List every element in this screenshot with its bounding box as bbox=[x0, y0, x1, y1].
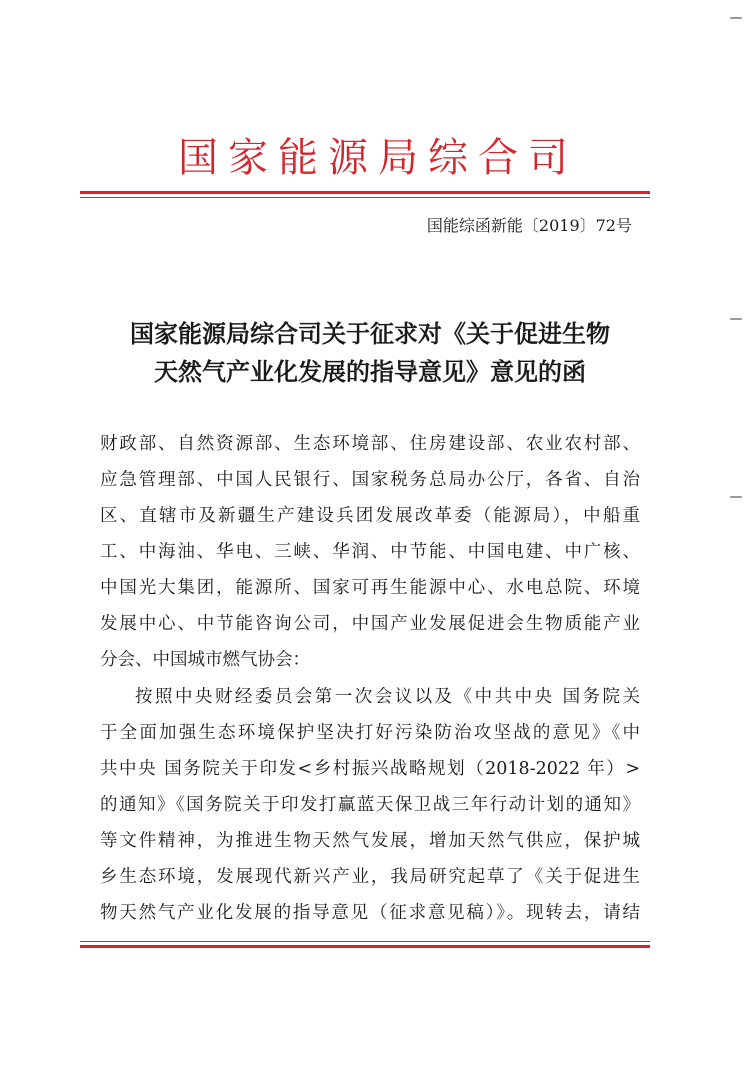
addressee-line: 应急管理部、中国人民银行、国家税务总局办公厅，各省、自治 bbox=[100, 470, 640, 490]
addressee-line: 分会、中国城市燃气协会： bbox=[100, 650, 310, 670]
paragraph-line: 共中央 国务院关于印发<乡村振兴战略规划（2018-2022 年）> bbox=[100, 759, 640, 779]
paragraph-line: 按照中央财经委员会第一次会议以及《中共中央 国务院关 bbox=[135, 687, 640, 707]
addressee-list bbox=[100, 426, 640, 678]
letterhead-rule-thin bbox=[80, 197, 650, 198]
letterhead-rule-thick bbox=[80, 191, 650, 194]
paragraph-line: 的通知》《国务院关于印发打赢蓝天保卫战三年行动计划的通知》 bbox=[100, 795, 640, 815]
paragraph-line: 物天然气产业化发展的指导意见（征求意见稿）》。现转去，请结 bbox=[100, 903, 640, 923]
paragraph-line: 于全面加强生态环境保护坚决打好污染防治攻坚战的意见》《中 bbox=[100, 723, 640, 743]
paragraph-line: 乡生态环境，发展现代新兴产业，我局研究起草了《关于促进生 bbox=[100, 867, 640, 887]
document-title-line-1: 国家能源局综合司关于征求对《关于促进生物 bbox=[130, 319, 610, 348]
footer-rule-thin bbox=[80, 941, 650, 942]
addressee-line: 发展中心、中节能咨询公司，中国产业发展促进会生物质能产业 bbox=[100, 614, 640, 634]
document-number: 国能综函新能〔2019〕72号 bbox=[426, 216, 632, 235]
document-title bbox=[90, 315, 650, 391]
scan-artifact bbox=[730, 318, 742, 320]
addressee-line: 中国光大集团，能源所、国家可再生能源中心、水电总院、环境 bbox=[100, 578, 640, 598]
paragraph-line: 等文件精神，为推进生物天然气发展，增加天然气供应，保护城 bbox=[100, 831, 640, 851]
addressee-line: 工、中海油、华电、三峡、华润、中节能、中国电建、中广核、 bbox=[100, 542, 640, 562]
scan-artifact bbox=[730, 496, 742, 498]
scan-artifact bbox=[730, 17, 742, 19]
letterhead-organization: 国家能源局综合司 bbox=[178, 135, 578, 181]
document-title-line-2: 天然气产业化发展的指导意见》意见的函 bbox=[154, 357, 586, 386]
addressee-line: 区、直辖市及新疆生产建设兵团发展改革委（能源局），中船重 bbox=[100, 506, 640, 526]
addressee-line: 财政部、自然资源部、生态环境部、住房建设部、农业农村部、 bbox=[100, 434, 640, 454]
footer-rule-thick bbox=[80, 945, 650, 948]
body-paragraph bbox=[100, 679, 640, 931]
